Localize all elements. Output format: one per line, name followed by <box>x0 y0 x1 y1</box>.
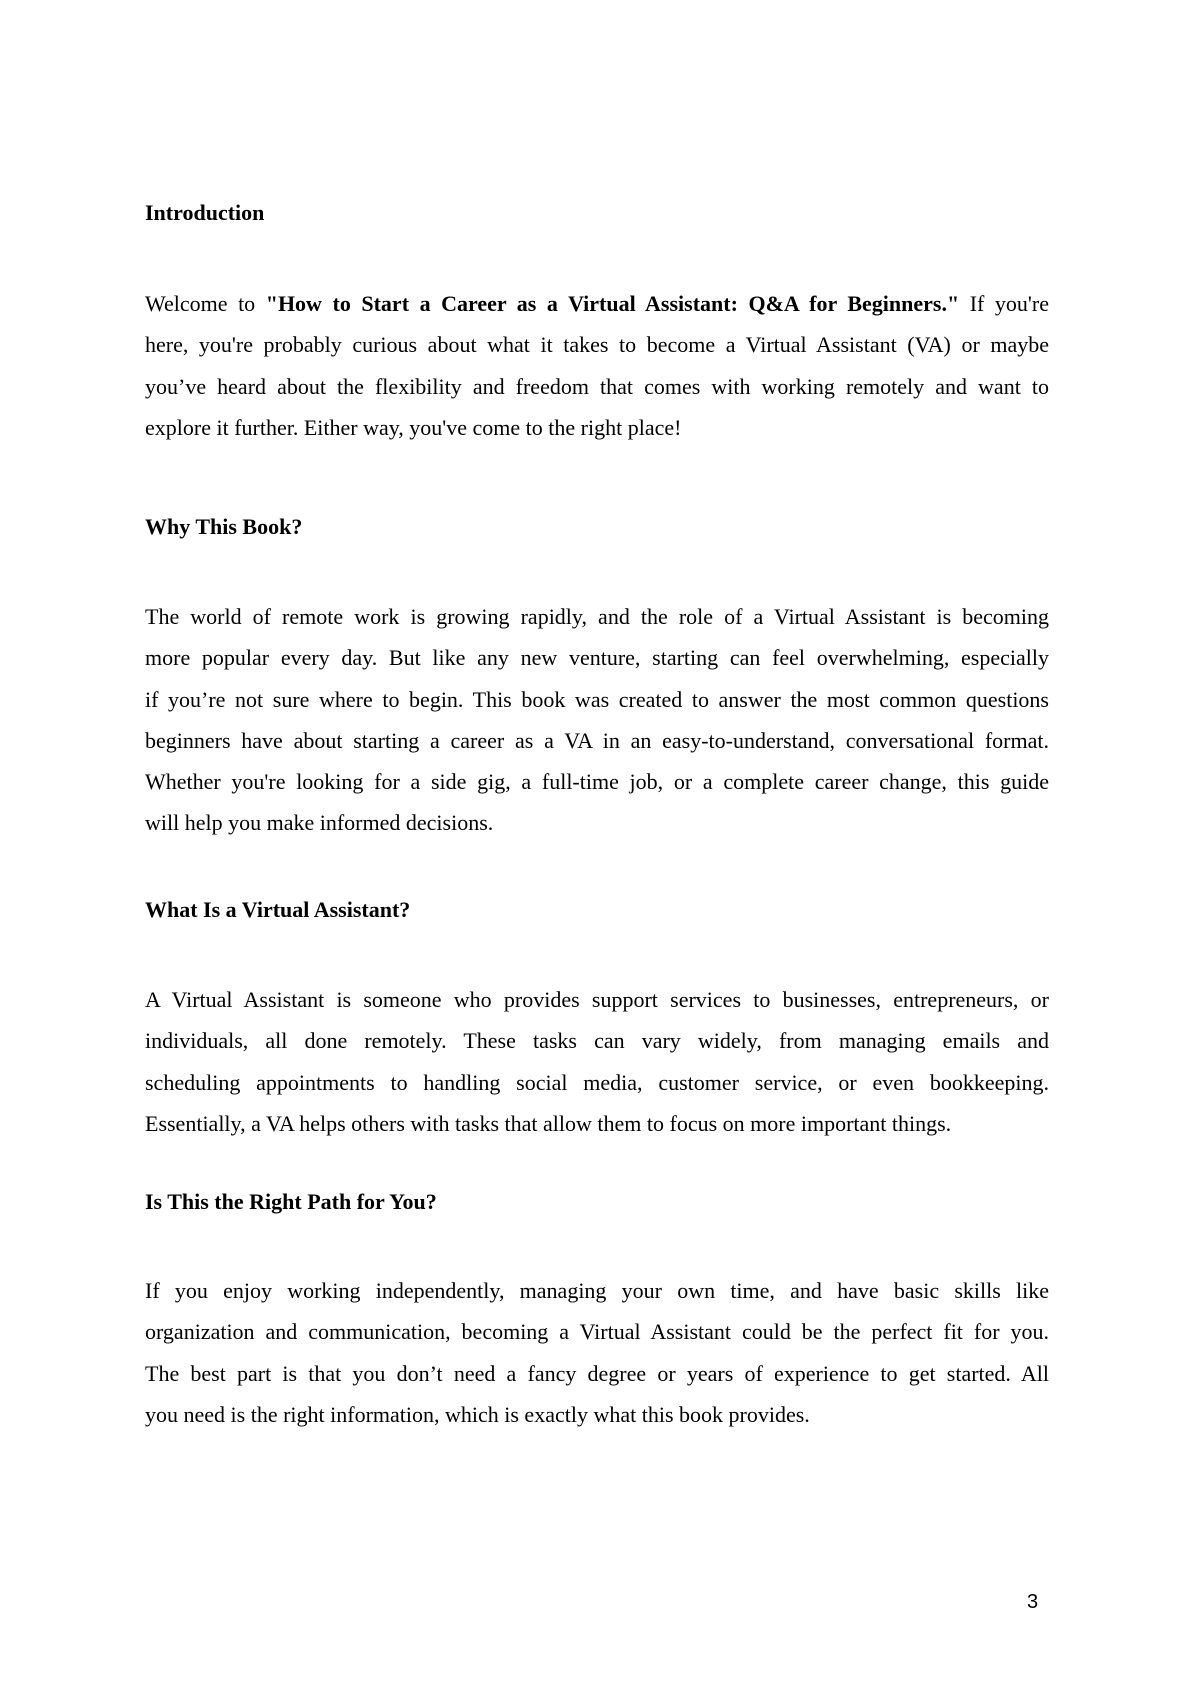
why-line: more popular every day. But like any new venture, starting can feel overwhelming, especially <box>145 645 1049 671</box>
why-line: will help you make informed decisions. <box>145 810 494 836</box>
path-line: you need is the right information, which is exactly what this book provides. <box>145 1401 810 1427</box>
path-heading: Is This the Right Path for You? <box>145 1189 437 1214</box>
page-number: 3 <box>1027 1591 1039 1613</box>
path-line: The best part is that you don’t need a fancy degree or years of experience to get started. All <box>145 1360 1049 1386</box>
what-line: scheduling appointments to handling social media, customer service, or even bookkeeping. <box>145 1069 1049 1095</box>
why-line: beginners have about starting a career as a VA in an easy-to-understand, conversational format. <box>145 727 1049 753</box>
intro-line-1-lead: Welcome to <box>145 291 266 316</box>
why-line: if you’re not sure where to begin. This book was created to answer the most common questions <box>145 686 1049 712</box>
path-paragraph <box>145 1270 1049 1435</box>
what-paragraph <box>145 979 1049 1144</box>
intro-heading: Introduction <box>145 200 265 225</box>
why-paragraph <box>145 596 1049 844</box>
intro-line-2: here, you're probably curious about what it takes to become a Virtual Assistant (VA) or maybe <box>145 332 1049 358</box>
intro-paragraph <box>145 283 1049 448</box>
why-line: The world of remote work is growing rapidly, and the role of a Virtual Assistant is becoming <box>145 604 1049 629</box>
what-heading: What Is a Virtual Assistant? <box>145 897 411 922</box>
why-line: Whether you're looking for a side gig, a full-time job, or a complete career change, this guide <box>145 769 1049 795</box>
intro-line-4: explore it further. Either way, you've come to the right place! <box>145 414 682 440</box>
intro-line-1 <box>145 283 1049 324</box>
what-line: A Virtual Assistant is someone who provides support services to businesses, entrepreneurs, or <box>145 987 1049 1012</box>
path-line: If you enjoy working independently, managing your own time, and have basic skills like <box>145 1278 1049 1303</box>
why-heading: Why This Book? <box>145 514 303 539</box>
book-title: "How to Start a Career as a Virtual Assistant: Q&A for Beginners." <box>265 291 960 316</box>
path-line: organization and communication, becoming a Virtual Assistant could be the perfect fit for you. <box>145 1319 1049 1345</box>
intro-line-3: you’ve heard about the flexibility and freedom that comes with working remotely and want to <box>145 373 1049 399</box>
intro-line-1-tail: If you're <box>959 291 1049 316</box>
what-line: Essentially, a VA helps others with tasks that allow them to focus on more important things. <box>145 1110 952 1136</box>
what-line: individuals, all done remotely. These tasks can vary widely, from managing emails and <box>145 1028 1049 1054</box>
